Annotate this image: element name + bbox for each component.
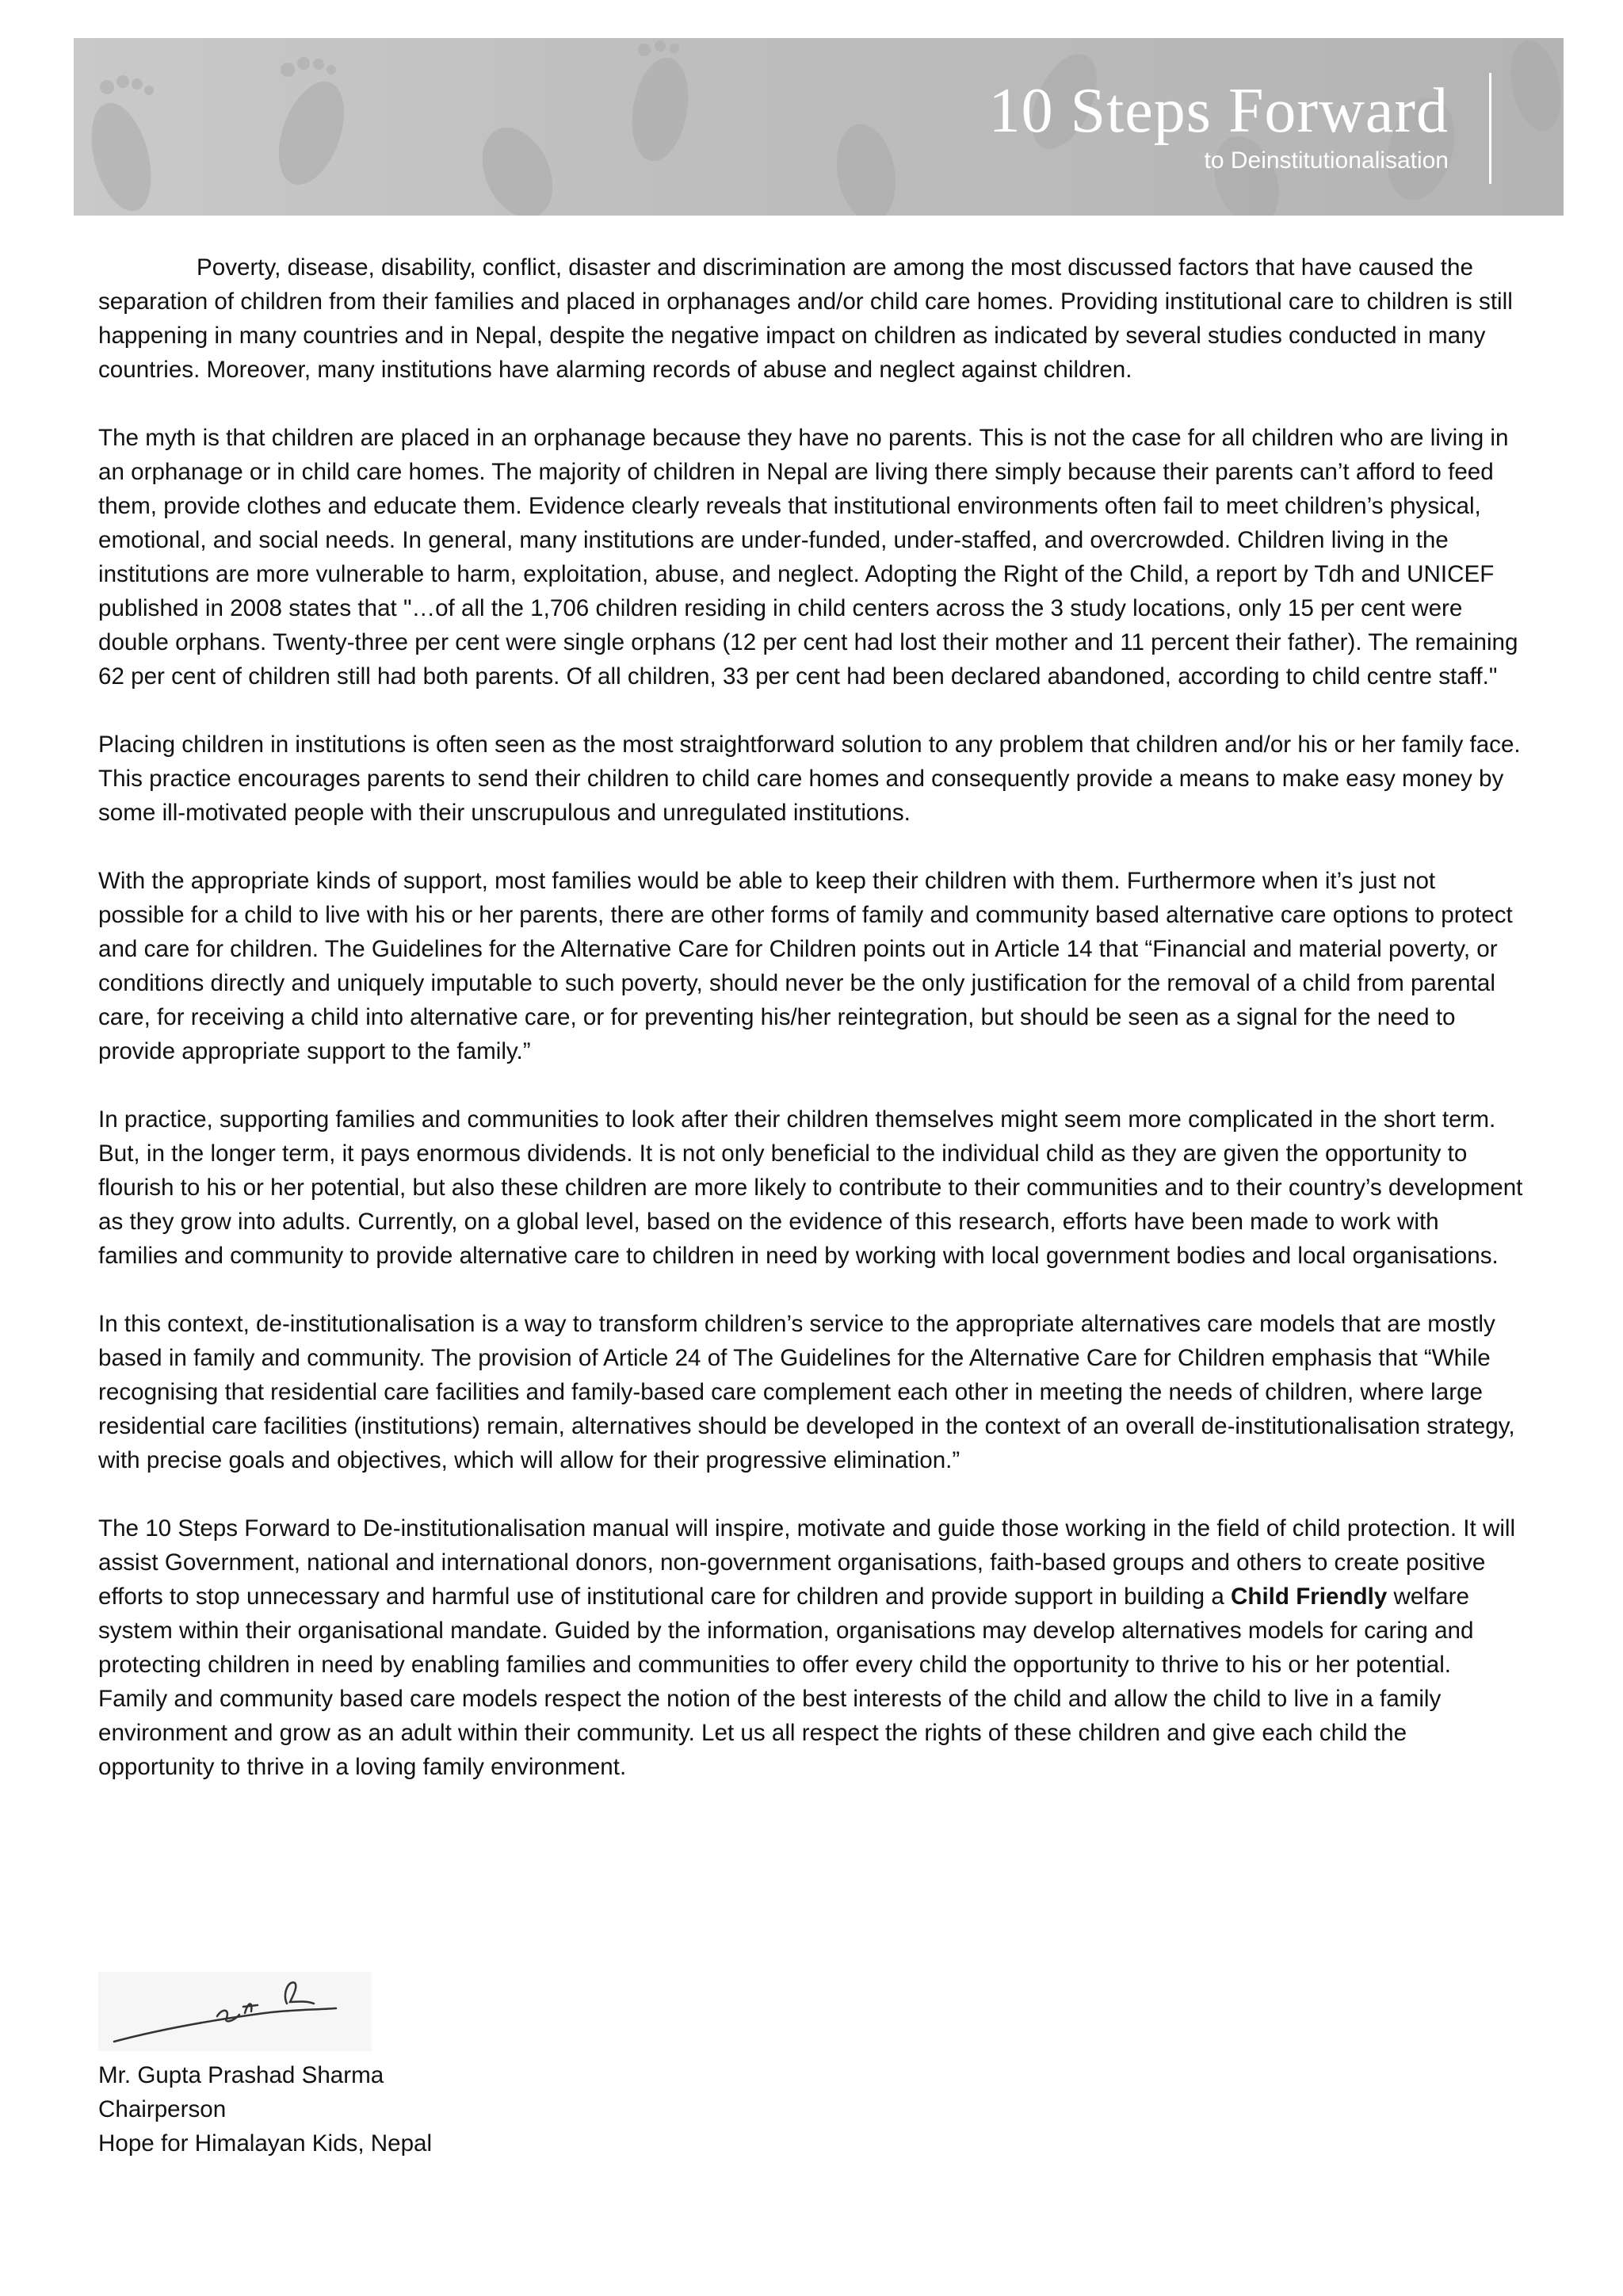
paragraph-2: The myth is that children are placed in an orphanage because they have no parents. This is not the case for all children who are living in an orphanage or in child care homes. The majority of children in Nepal are living there simply because their parents can’t afford to feed them, provide clothes and educate them. Evidence clearly reveals that institutional environments often fail to meet children’s physical, emotional, and social needs. In general, many institutions are under-funded, under-staffed, and overcrowded. Children living in the institutions are more vulnerable to harm, exploitation, abuse, and neglect. Adopting the Right of the Child, a report by Tdh and UNICEF published in 2008 states that "…of all the 1,706 children residing in child centers across the 3 study locations, only 15 per cent were double orphans. Twenty-three per cent were single orphans (12 per cent had lost their mother and 11 percent their father). The remaining 62 per cent of children still had both parents. Of all children, 33 per cent had been declared abandoned, according to child centre staff." [98,425,1518,690]
banner-subtitle: to Deinstitutionalisation [1204,147,1449,174]
paragraph-7-end: welfare system within their organisational mandate. Guided by the information, organisations may develop alternatives models for caring and protecting children in need by enabling families and communities to offer every child the opportunity to thrive to his or her potential. Family and community based care models respect the notion of the best interests of the child and allow the child to live in a family environment and grow as an adult within their community. Let us all respect the rights of these children and give each child the opportunity to thrive in a loving family environment. [98,1584,1474,1780]
signatory-role: Chairperson [98,2096,227,2122]
header-banner [74,38,1564,216]
child-friendly-emphasis: Child Friendly [1231,1584,1388,1610]
paragraph-7-start: The 10 Steps Forward to De-institutionalisation manual will inspire, motivate and guide those working in the field of child protection. It will assist Government, national and international donors, non-government organisations, faith-based groups and others to create positive efforts to stop unnecessary and harmful use of institutional care for children and provide support in building a [98,1515,1516,1610]
paragraph-7 [98,1511,1525,1784]
paragraph-6: In this context, de-institutionalisation is a way to transform children’s service to the appropriate alternatives care models that are mostly based in family and community. The provision of Article 24 of The Guidelines for the Alternative Care for Children emphasis that “While recognising that residential care facilities and family-based care complement each other in meeting the needs of children, where large residential care facilities (institutions) remain, alternatives should be developed in the context of an overall de-institutionalisation strategy, with precise goals and objectives, which will allow for their progressive elimination.” [98,1311,1515,1473]
paragraph-4: With the appropriate kinds of support, most families would be able to keep their children with them. Furthermore when it’s just not possible for a child to live with his or her parents, there are other forms of family and community based alternative care options to protect and care for children. The Guidelines for the Alternative Care for Children points out in Article 14 that “Financial and material poverty, or conditions directly and uniquely imputable to such poverty, should never be the only justification for the removal of a child from parental care, for receiving a child into alternative care, or for preventing his/her reintegration, but should be seen as a signal for the need to provide appropriate support to the family.” [98,868,1513,1064]
paragraph-1: Poverty, disease, disability, conflict, disaster and discrimination are among the most discussed factors that have caused the separation of children from their families and placed in orphanages and/or child care homes. Providing institutional care to children is still happening in many countries and in Nepal, despite the negative impact on children as indicated by several studies conducted in many countries. Moreover, many institutions have alarming records of abuse and neglect against children. [98,254,1513,383]
paragraph-5: In practice, supporting families and communities to look after their children themselves might seem more complicated in the short term. But, in the longer term, it pays enormous dividends. It is not only beneficial to the individual child as they are given the opportunity to flourish to his or her potential, but also these children are more likely to contribute to their communities and to their country’s development as they grow into adults. Currently, on a global level, based on the evidence of this research, efforts have been made to work with families and community to provide alternative care to children in need by working with local government bodies and local organisations. [98,1106,1523,1269]
body-text [98,250,1525,1818]
signature-image [98,1972,372,2051]
signatory-organisation: Hope for Himalayan Kids, Nepal [98,2130,433,2157]
banner-title: 10 Steps Forward [988,76,1449,146]
signatory-name: Mr. Gupta Prashad Sharma [98,2062,384,2088]
signatory-block [98,2058,432,2160]
banner-divider [1489,73,1491,184]
paragraph-3: Placing children in institutions is often seen as the most straightforward solution to any problem that children and/or his or her family face. This practice encourages parents to send their children to child care homes and consequently provide a means to make easy money by some ill-motivated people with their unscrupulous and unregulated institutions. [98,732,1521,826]
